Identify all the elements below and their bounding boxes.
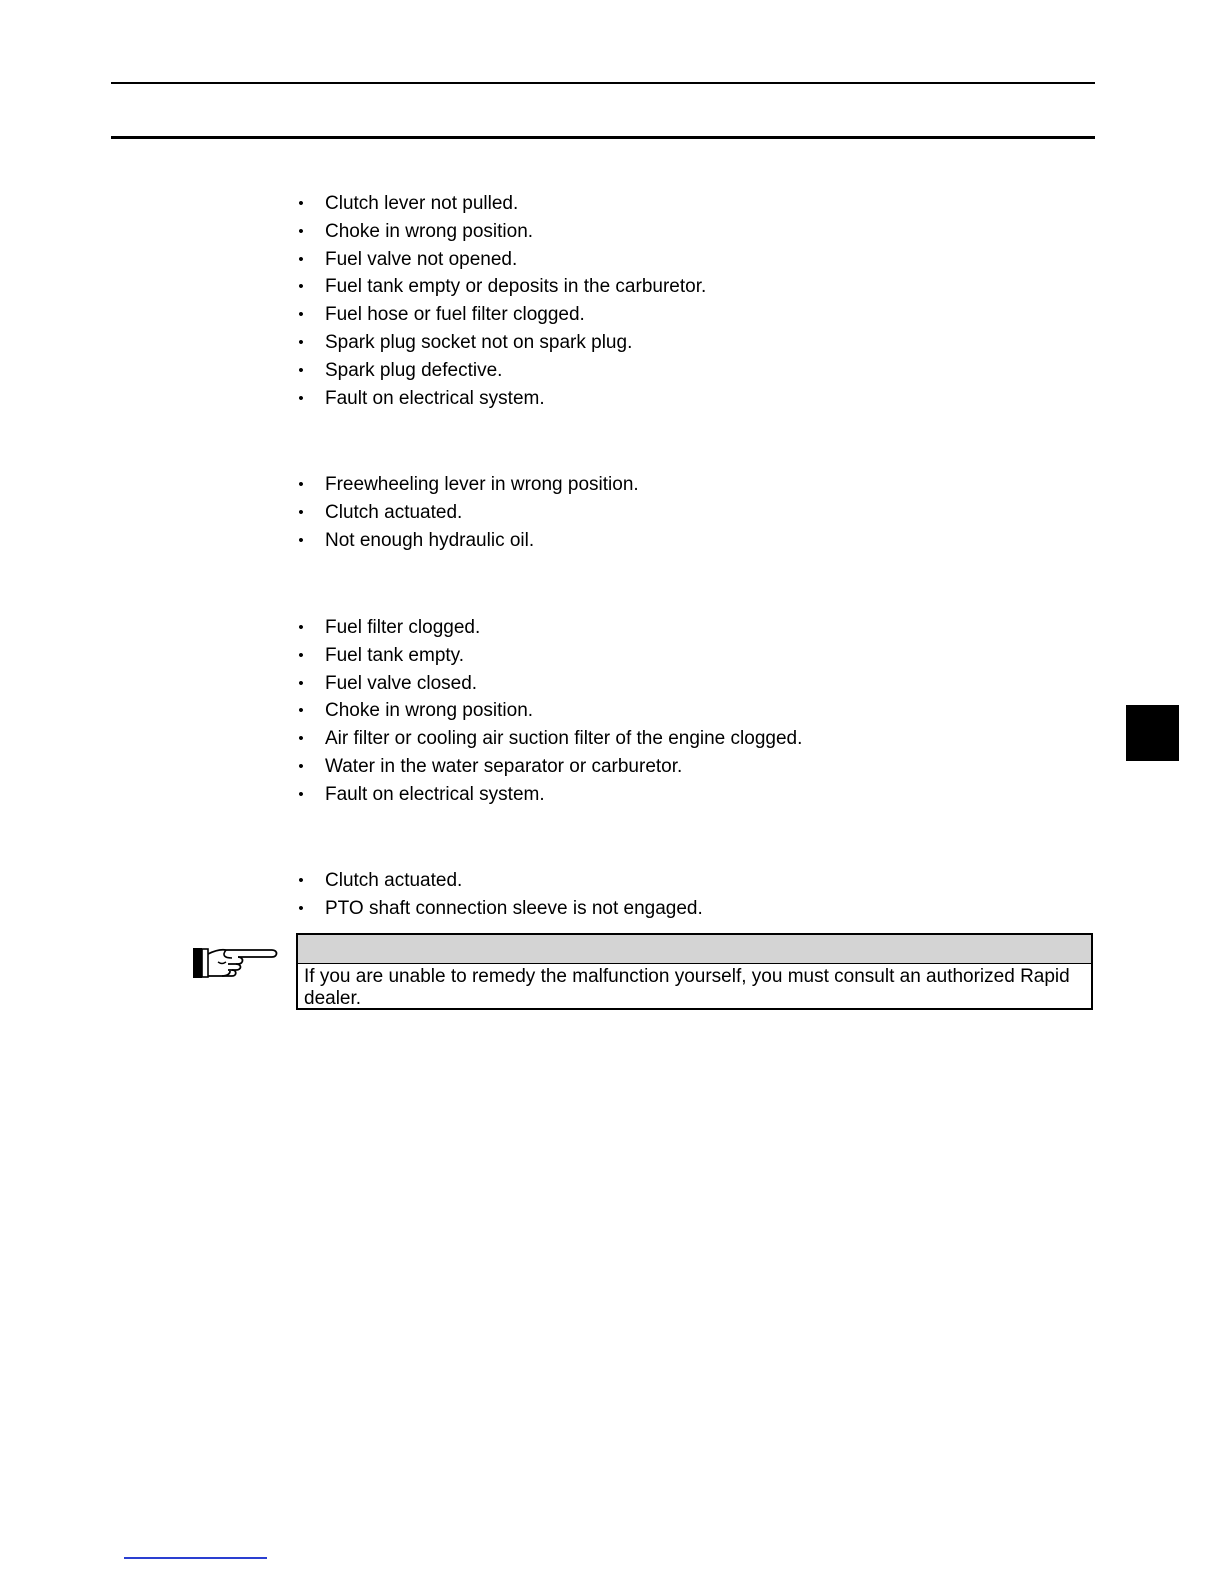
list-item-text: Water in the water separator or carburetor.	[325, 755, 683, 777]
list-item	[296, 642, 802, 670]
list-item-text: Clutch actuated.	[325, 501, 463, 523]
list-item	[296, 867, 703, 895]
note-box	[296, 933, 1093, 1010]
bottom-link-underline[interactable]	[124, 1557, 267, 1559]
list-item-text: Fuel tank empty or deposits in the carburetor.	[325, 276, 707, 298]
bullet-icon: •	[298, 757, 304, 775]
list-item	[296, 895, 703, 923]
list-item-text: Spark plug defective.	[325, 359, 503, 381]
bullet-icon: •	[298, 899, 304, 917]
bullet-icon: •	[298, 389, 304, 407]
list-item	[296, 273, 706, 301]
list-item-text: Clutch lever not pulled.	[325, 193, 519, 214]
bullet-icon: •	[298, 250, 304, 268]
list-item-text: Freewheeling lever in wrong position.	[325, 474, 639, 495]
list-item-text: Spark plug socket not on spark plug.	[325, 331, 633, 353]
list-item-text: Not enough hydraulic oil.	[325, 529, 535, 551]
bullet-icon: •	[298, 674, 304, 692]
bullet-icon: •	[298, 702, 304, 720]
bullet-icon: •	[298, 278, 304, 296]
cause-list-machine-not-moving	[296, 471, 639, 554]
list-item-text: Air filter or cooling air suction filter of the engine clogged.	[325, 728, 803, 750]
bullet-icon: •	[298, 476, 304, 493]
cause-list-engine-stalling	[296, 614, 802, 809]
list-item	[296, 499, 639, 527]
list-item-text: Fuel tank empty.	[325, 644, 465, 666]
list-item-text: Fuel valve not opened.	[325, 248, 518, 270]
list-item-text: Fault on electrical system.	[325, 783, 545, 805]
list-item-text: PTO shaft connection sleeve is not engaged.	[325, 897, 703, 919]
list-item-text: Fuel filter clogged.	[325, 617, 481, 638]
list-item	[296, 614, 802, 642]
pointing-hand-icon	[192, 942, 280, 982]
list-item	[296, 357, 706, 385]
bullet-icon: •	[298, 619, 304, 636]
note-text: If you are unable to remedy the malfunction yourself, you must consult an authorized Rapid dealer.	[304, 966, 1070, 1009]
bullet-icon: •	[298, 361, 304, 379]
list-item	[296, 527, 639, 555]
bullet-icon: •	[298, 333, 304, 351]
bullet-icon: •	[298, 730, 304, 748]
bullet-icon: •	[298, 646, 304, 664]
list-item	[296, 329, 706, 357]
note-header-bar	[298, 935, 1091, 964]
bullet-icon: •	[298, 195, 304, 212]
bullet-icon: •	[298, 531, 304, 549]
list-item-text: Clutch actuated.	[325, 870, 463, 891]
bullet-icon: •	[298, 306, 304, 324]
header-rule-bottom	[111, 136, 1095, 139]
list-item	[296, 301, 706, 329]
list-item	[296, 753, 802, 781]
list-item	[296, 471, 639, 499]
list-item	[296, 218, 706, 246]
bullet-icon: •	[298, 503, 304, 521]
list-item	[296, 697, 802, 725]
list-item	[296, 190, 706, 218]
list-item	[296, 246, 706, 274]
list-item-text: Choke in wrong position.	[325, 700, 534, 722]
bullet-icon: •	[298, 872, 304, 889]
list-item-text: Choke in wrong position.	[325, 220, 534, 242]
list-item-text: Fuel hose or fuel filter clogged.	[325, 304, 585, 326]
list-item-text: Fuel valve closed.	[325, 672, 478, 694]
list-item	[296, 385, 706, 413]
header-rule-top	[111, 82, 1095, 84]
list-item	[296, 725, 802, 753]
chapter-tab-marker	[1126, 705, 1179, 761]
list-item	[296, 670, 802, 698]
cause-list-engine-not-starting	[296, 190, 706, 412]
cause-list-implement-not-driven	[296, 867, 703, 923]
list-item	[296, 781, 802, 809]
bullet-icon: •	[298, 222, 304, 240]
list-item-text: Fault on electrical system.	[325, 387, 545, 409]
bullet-icon: •	[298, 785, 304, 803]
